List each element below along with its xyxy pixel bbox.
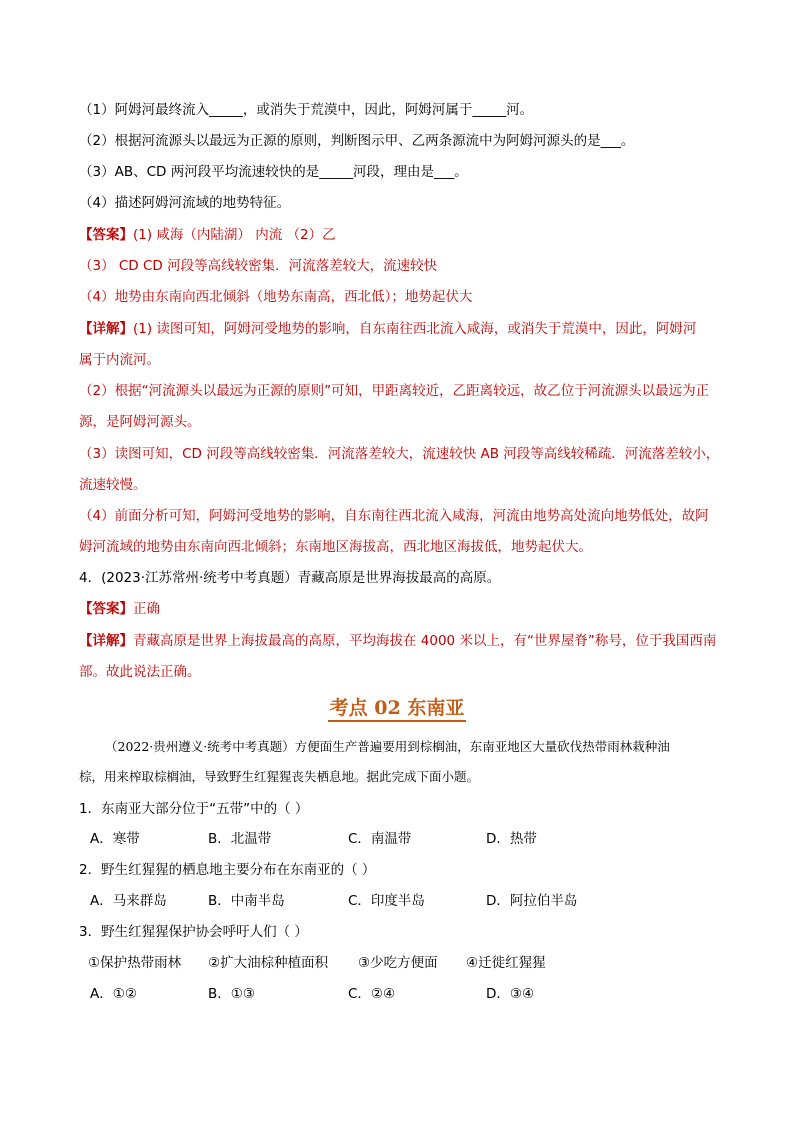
answer-text: 正确 [133, 601, 160, 617]
q3-option-c[interactable]: C．②④ [348, 986, 396, 1002]
detail-line-2b: 源，是阿姆河源头。 [79, 414, 201, 430]
question-1-stem: 1．东南亚大部分位于“五带”中的（ ） [79, 801, 309, 817]
q1-option-d[interactable]: D．热带 [486, 831, 537, 847]
detail-line-3a: （3）读图可知，CD 河段等高线较密集．河流落差较大，流速较快 AB 河段等高线较稀疏．河流落差较小， [79, 446, 720, 462]
question-3-stem: 3．野生红猩猩保护协会呼吁人们（ ） [79, 924, 308, 940]
detail-text: 青藏高原是世界上海拔最高的高原，平均海拔在 4000 米以上，有“世界屋脊”称号，位于我国西南 [133, 633, 717, 649]
q1-option-c[interactable]: C．南温带 [348, 831, 412, 847]
answer-line-3: （4）地势由东南向西北倾斜（地势东南高，西北低）；地势起伏大 [79, 289, 473, 305]
detail-line-q4a [79, 631, 716, 651]
detail-tag: 【详解】 [79, 633, 133, 649]
detail-line-4a: （4）前面分析可知，阿姆河受地势的影响，自东南往西北流入咸海，河流由地势高处流向地势低处，故阿 [79, 508, 709, 524]
question-2-text: （2）根据河流源头以最远为正源的原则，判断图示甲、乙两条源流中为阿姆河源头的是___。 [79, 133, 635, 149]
detail-line-4b: 姆河流域的地势由东南向西北倾斜；东南地区海拔高，西北地区海拔低，地势起伏大。 [79, 539, 592, 555]
q2-option-c[interactable]: C．印度半岛 [348, 893, 425, 909]
q3-choice-3: ③少吃方便面 [358, 955, 438, 971]
intro-line-b: 棕，用来榨取棕榈油，导致野生红猩猩丧失栖息地。据此完成下面小题。 [79, 769, 480, 784]
q3-choice-4: ④迁徙红猩猩 [466, 955, 546, 971]
q3-option-d[interactable]: D．③④ [486, 986, 535, 1002]
question-1-text: （1）阿姆河最终流入_____，或消失于荒漠中，因此，阿姆河属于_____河。 [79, 102, 534, 118]
section-title-text: 考点 02 东南亚 [328, 697, 467, 722]
q1-option-a[interactable]: A．寒带 [90, 831, 140, 847]
detail-line-1a [79, 319, 696, 339]
q3-choice-1: ①保护热带雨林 [88, 955, 182, 971]
q1-option-b[interactable]: B．北温带 [208, 831, 272, 847]
answer-line-1 [79, 225, 336, 245]
q3-option-b[interactable]: B．①③ [208, 986, 255, 1002]
answer-tag: 【答案】 [79, 601, 133, 617]
q2-option-b[interactable]: B．中南半岛 [208, 893, 285, 909]
detail-line-q4b: 部。故此说法正确。 [79, 664, 201, 680]
question-4-text: （4）描述阿姆河流域的地势特征。 [79, 195, 291, 211]
q3-choice-2: ②扩大油棕种植面积 [208, 955, 329, 971]
q2-option-d[interactable]: D．阿拉伯半岛 [486, 893, 578, 909]
question-3-text: （3）AB、CD 两河段平均流速较快的是_____河段，理由是___。 [79, 164, 468, 180]
question-4-stem: 4．(2023·江苏常州·统考中考真题）青藏高原是世界海拔最高的高原。 [79, 570, 501, 586]
section-title [0, 695, 794, 721]
answer-line-2: （3） CD CD 河段等高线较密集．河流落差较大，流速较快 [79, 258, 438, 274]
answer-text: (1) 咸海（内陆湖） 内流 （2）乙 [133, 227, 336, 243]
answer-line-q4 [79, 599, 160, 619]
detail-line-3b: 流速较慢。 [79, 477, 147, 493]
q2-option-a[interactable]: A．马来群岛 [90, 893, 167, 909]
answer-tag: 【答案】 [79, 227, 133, 243]
detail-line-1b: 属于内流河。 [79, 352, 160, 368]
detail-text: (1) 读图可知，阿姆河受地势的影响，自东南往西北流入咸海，或消失于荒漠中，因此，阿姆河 [133, 321, 697, 337]
intro-line-a: （2022·贵州遵义·统考中考真题）方便面生产普遍要用到棕榈油，东南亚地区大量砍伐热带雨林栽种油 [105, 739, 670, 754]
detail-line-2a: （2）根据“河流源头以最远为正源的原则”可知，甲距离较近，乙距离较远，故乙位于河流源头以最远为正 [79, 383, 710, 399]
question-2-stem: 2．野生红猩猩的栖息地主要分布在东南亚的（ ） [79, 862, 376, 878]
q3-option-a[interactable]: A．①② [90, 986, 137, 1002]
detail-tag: 【详解】 [79, 321, 133, 337]
